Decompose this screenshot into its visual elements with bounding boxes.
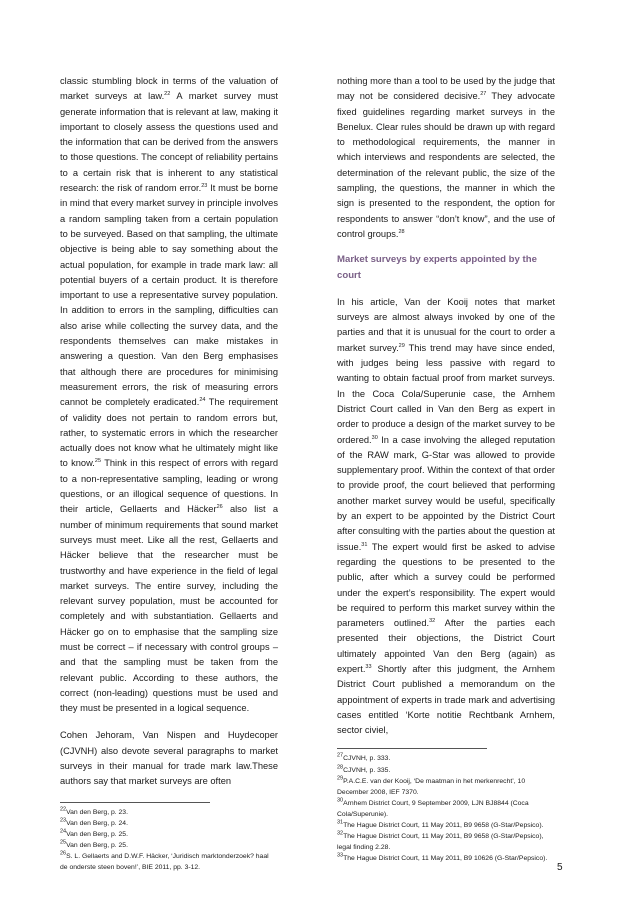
footnote-reference: 23 xyxy=(201,182,208,189)
footnote-reference: 22 xyxy=(164,91,171,98)
footnote xyxy=(337,753,555,764)
text-run: also list a number of minimum requirements that sound market surveys must meet. Like all the rest, Gellaerts and Häcker believe that the researcher must be trustworthy and have experience in the field of legal market surveys. The entire survey, including the relevant survey population, must be accounted for completely and with substantiation. Gellaerts and Häcker go on to emphasise that the sampling size must be correct – if necessary with control groups – and that the sampling must be taken from the relevant public. According to these authors, the correct (non-leading) questions must be used and they must be presented in a logical sequence. xyxy=(60,504,278,714)
footnote-text: CJVNH, p. 333. xyxy=(343,755,391,763)
section-heading: Market surveys by experts appointed by the court xyxy=(337,254,537,281)
footnote xyxy=(60,851,278,873)
right-footnotes xyxy=(337,748,555,864)
footnote-number: 28 xyxy=(337,764,344,771)
text-run: The expert would first be asked to advise regarding the questions to be presented to the public, after which a survey could be performed under the expert’s responsibility. The expert would be required to perform this market survey within the parameters outlined. xyxy=(337,541,555,629)
footnote-reference: 30 xyxy=(371,434,378,441)
text-run: In a case involving the alleged reputation of the RAW mark, G-Star was allowed to provide supplementary proof. Within the context of that order to provide proof, the court believed that performing another market survey would be useful, specifically by an expert to be appointed by the District Court after consulting with the parties about the question at issue. xyxy=(337,434,555,552)
left-paragraph-2 xyxy=(60,728,278,789)
footnote-number: 24 xyxy=(60,828,67,835)
text-run: Cohen Jehoram, Van Nispen and Huydecoper (CJVNH) also devote several paragraphs to market surveys in their manual for trade mark law.These authors say that market surveys are often xyxy=(60,730,278,787)
footnote-number: 29 xyxy=(337,775,344,782)
footnote-number: 31 xyxy=(337,819,344,826)
footnote-number: 33 xyxy=(337,853,344,860)
text-run: It must be borne in mind that every market survey in principle involves a random sampling taken from a certain population to be surveyed. Based on that sampling, the ultimate objective is being able to say something about the actual population, for example in trade mark law: all potential buyers of a certain product. It is therefore important to use a representative survey population. In addition to errors in the sampling, difficulties can also arise while collecting the survey data, and the respondents themselves can make mistakes in answering a question. Van den Berg emphasises that although there are procedures for minimising measurement errors, the risk of measuring errors cannot be completely eradicated. xyxy=(60,183,278,408)
footnote-reference: 26 xyxy=(216,504,223,511)
footnote-reference: 31 xyxy=(361,541,368,548)
footnote-number: 23 xyxy=(60,817,67,824)
footnote-number: 30 xyxy=(337,797,344,804)
right-paragraph-1 xyxy=(337,74,555,242)
footnote-text: The Hague District Court, 11 May 2011, B9 9658 (G-Star/Pepsico), legal finding 2.28. xyxy=(337,833,544,852)
page-number: 5 xyxy=(557,862,563,873)
footnote-text: Van den Berg, p. 25. xyxy=(66,830,128,838)
footnote-number: 27 xyxy=(337,753,344,760)
footnote-number: 26 xyxy=(60,850,67,857)
text-run: In his article, Van der Kooij notes that market surveys are almost always invoked by one of the parties and that it is unusual for the court to order a market survey. xyxy=(337,296,555,353)
footnote-reference: 32 xyxy=(429,618,436,624)
footnote xyxy=(337,831,555,853)
text-run: They advocate fixed guidelines regarding market surveys in the Benelux. Clear rules should be drawn up with regard to methodological requirements, the manner in which interviews and respondents are selected, the determination of the relevant public, the size of the sampling, the questions, the manner in which the sign is presented to the respondent, the option for respondents to answer “don’t know”, and the use of control groups. xyxy=(337,91,555,239)
footnote-text: Arnhem District Court, 9 September 2009, LJN BJ8844 (Coca Cola/Superunie). xyxy=(337,799,529,818)
footnote-reference: 29 xyxy=(398,342,405,349)
footnote xyxy=(337,798,555,820)
text-run: A market survey must generate information that is relevant at law, making it important to closely assess the questions used and the information that can be derived from the answers to those questions. The concept of reliability pertains to a certain risk that is inherent to any statistical research: the risk of random error. xyxy=(60,91,279,194)
footnote-text: The Hague District Court, 11 May 2011, B9 10626 (G-Star/Pepsico). xyxy=(343,855,548,863)
footnote-text: Van den Berg, p. 23. xyxy=(66,808,128,816)
footnote xyxy=(60,807,278,818)
footnote xyxy=(60,818,278,829)
footnote-separator xyxy=(60,802,210,803)
text-run: nothing more than a tool to be used by the judge that may not be considered decisive. xyxy=(337,76,555,102)
text-run: The requirement of validity does not pertain to random errors but, rather, to systematic errors in which the researcher actually does not know what he ultimately might like to know. xyxy=(60,397,278,469)
text-run: After the parties each presented their objections, the District Court ultimately appointed Van den Berg (again) as expert. xyxy=(337,618,555,674)
right-column xyxy=(337,74,555,864)
text-run: classic stumbling block in terms of the valuation of market surveys at law. xyxy=(60,76,278,102)
footnote xyxy=(337,776,555,798)
right-paragraph-2 xyxy=(337,295,555,739)
footnote-text: Van den Berg, p. 25. xyxy=(66,841,128,849)
text-run: Think in this respect of errors with regard to a non-representative sampling, leading or wrong questions, or an illogical sequence of questions. In their article, Gellaerts and Häcker xyxy=(60,458,278,515)
footnote xyxy=(60,829,278,840)
footnote xyxy=(337,853,555,864)
footnote xyxy=(337,765,555,776)
left-column xyxy=(60,74,278,873)
left-paragraph-1 xyxy=(60,74,278,716)
footnote-text: P.A.C.E. van der Kooij, ‘De maatman in het merkenrecht’, 10 December 2008, IEF 7370. xyxy=(337,777,526,796)
text-run: This trend may have since ended, with judges being less passive with regard to wanting to obtain factual proof from market surveys. In the Coca Cola/Superunie case, the Arnhem District Court called in Van den Berg as expert in order to produce a design of the market survey to be ordered. xyxy=(337,342,555,445)
footnote-text: S. L. Gellaerts and D.W.F. Häcker, ‘Juridisch marktonderzoek? haal de onderste steen boven!’, BIE 2011, pp. 3-12. xyxy=(60,853,269,872)
footnote-separator xyxy=(337,748,487,749)
footnote-number: 25 xyxy=(60,839,67,846)
footnote xyxy=(60,840,278,851)
footnote-number: 22 xyxy=(60,806,67,813)
footnote-text: The Hague District Court, 11 May 2011, B9 9658 (G-Star/Pepsico). xyxy=(343,822,544,830)
left-body-text xyxy=(60,74,278,790)
left-footnotes xyxy=(60,802,278,874)
footnote-reference: 24 xyxy=(199,397,206,404)
footnote xyxy=(337,820,555,831)
footnote-reference: 25 xyxy=(94,458,102,465)
footnote-text: CJVNH, p. 335. xyxy=(343,766,391,774)
footnote-text: Van den Berg, p. 24. xyxy=(66,819,128,827)
text-run: Shortly after this judgment, the Arnhem District Court published a memorandum on the appointment of experts in trade mark and advertising cases entitled ‘Korte notitie Rechtbank Arnhem, sector civiel, xyxy=(337,663,555,736)
footnote-number: 32 xyxy=(337,830,344,837)
footnote-reference: 28 xyxy=(398,228,405,235)
footnote-reference: 33 xyxy=(365,663,372,670)
footnote-reference: 27 xyxy=(480,91,487,98)
